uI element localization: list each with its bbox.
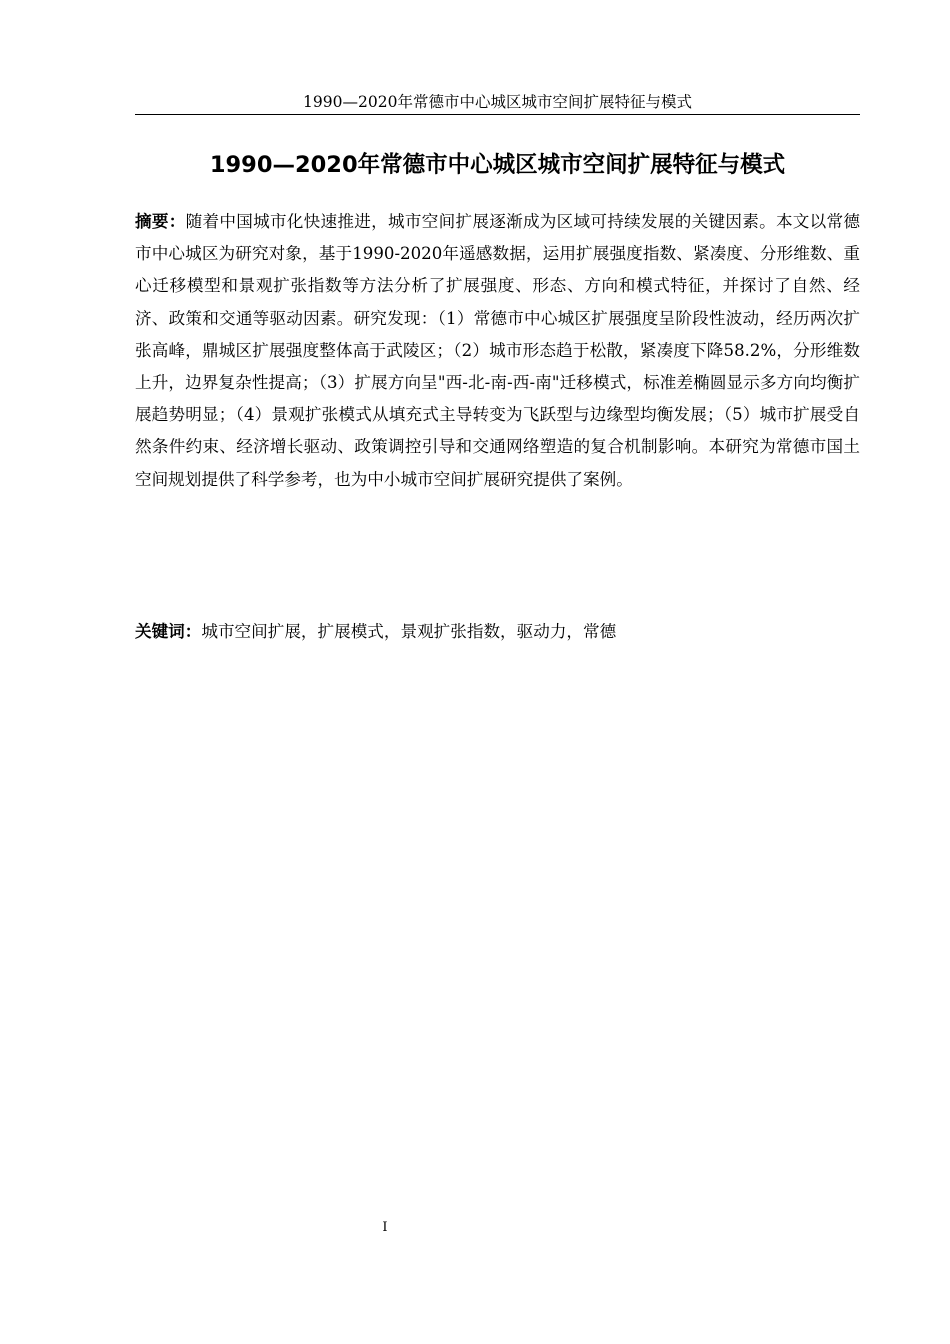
abstract-text: 随着中国城市化快速推进，城市空间扩展逐渐成为区域可持续发展的关键因素。本文以常德市中心城区为研究对象，基于1990-2020年遥感数据，运用扩展强度指数、紧凑度、分形维数、重心迁移模型和景观扩张指数等方法分析了扩展强度、形态、方向和模式特征，并探讨了自然、经济、政策和交通等驱动因素。研究发现：（1）常德市中心城区扩展强度呈阶段性波动，经历两次扩张高峰，鼎城区扩展强度整体高于武陵区；（2）城市形态趋于松散，紧凑度下降58.2%，分形维数上升，边界复杂性提高；（3）扩展方向呈"西-北-南-西-南"迁移模式，标准差椭圆显示多方向均衡扩展趋势明显；（4）景观扩张模式从填充式主导转变为飞跃型与边缘型均衡发展；（5）城市扩展受自然条件约束、经济增长驱动、政策调控引导和交通网络塑造的复合机制影响。本研究为常德市国土空间规划提供了科学参考，也为中小城市空间扩展研究提供了案例。 (135, 212, 861, 489)
keywords-text: 城市空间扩展，扩展模式，景观扩张指数，驱动力，常德 (201, 622, 617, 641)
page-number: I (382, 1220, 388, 1235)
abstract-label: 摘要： (135, 212, 186, 231)
running-header-title: 1990—2020年常德市中心城区城市空间扩展特征与模式 (303, 93, 692, 111)
keywords-paragraph (135, 616, 860, 648)
paper-title: 1990—2020年常德市中心城区城市空间扩展特征与模式 (209, 152, 786, 178)
abstract-paragraph (135, 206, 860, 496)
running-header (135, 90, 860, 115)
keywords-label: 关键词： (135, 622, 202, 641)
